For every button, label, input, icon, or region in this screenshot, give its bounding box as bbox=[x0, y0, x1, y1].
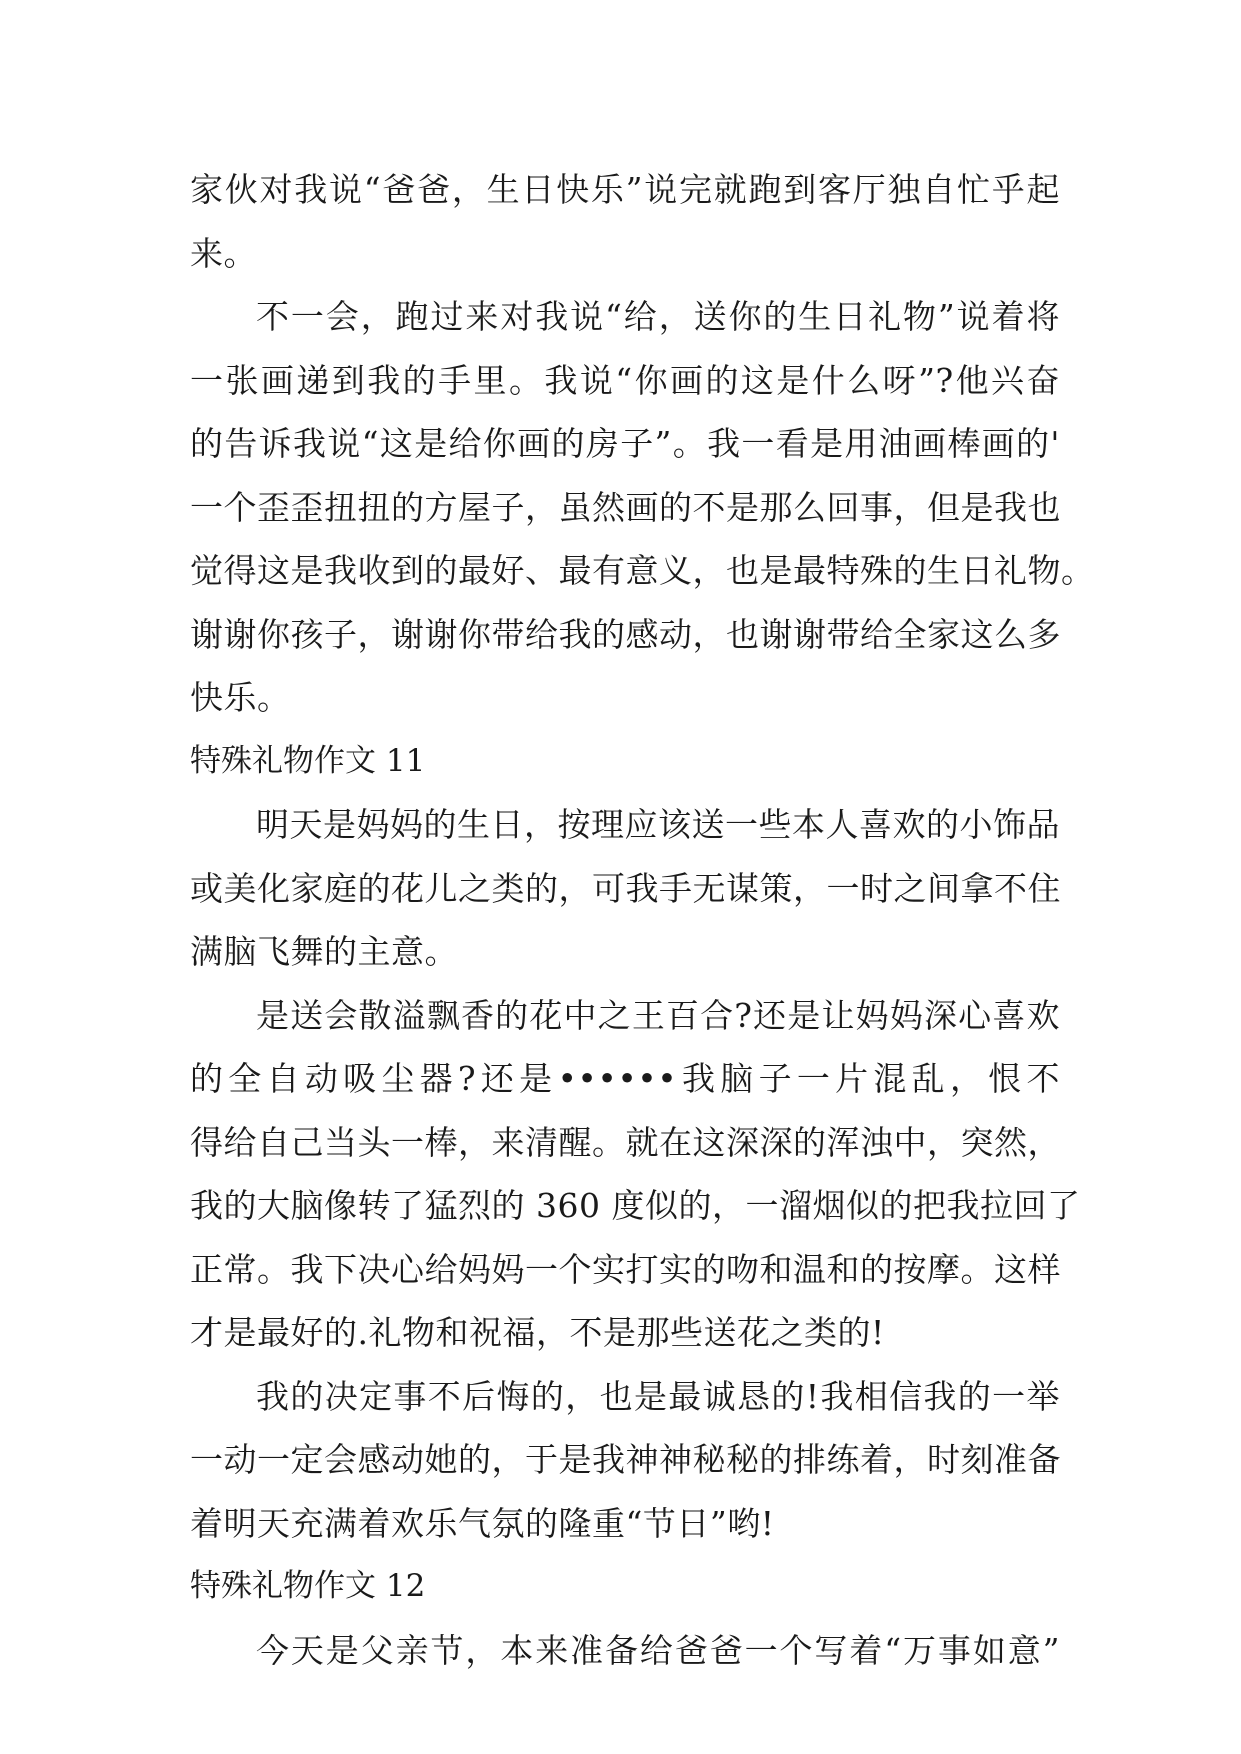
paragraph bbox=[190, 285, 1095, 730]
text-line: 我的决定事不后悔的，也是最诚恳的!我相信我的一举 bbox=[256, 1376, 1060, 1416]
text-line: 一动一定会感动她的，于是我神神秘秘的排练着，时刻准备 bbox=[190, 1440, 1061, 1479]
text-line: 家伙对我说“爸爸，生日快乐”说完就跑到客厅独自忙乎起 bbox=[190, 170, 1060, 209]
section-heading: 特殊礼物作文 11 bbox=[190, 742, 426, 779]
text-line: 得给自己当头一棒，来清醒。就在这深深的浑浊中，突然， bbox=[190, 1122, 1061, 1162]
text-line: 正常。我下决心给妈妈一个实打实的吻和温和的按摩。这样 bbox=[190, 1249, 1061, 1289]
paragraph bbox=[190, 1619, 1060, 1683]
document-body bbox=[190, 158, 1095, 1682]
paragraph bbox=[190, 984, 1081, 1365]
text-line: 一张画递到我的手里。我说“你画的这是什么呀”?他兴奋 bbox=[190, 360, 1060, 400]
text-line: 谢谢你孩子，谢谢你带给我的感动，也谢谢带给全家这么多 bbox=[190, 614, 1061, 654]
text-line: 明天是妈妈的生日，按理应该送一些本人喜欢的小饰品 bbox=[256, 805, 1060, 844]
text-line: 是送会散溢飘香的花中之王百合?还是让妈妈深心喜欢 bbox=[256, 995, 1060, 1035]
text-line: 满脑飞舞的主意。 bbox=[190, 932, 458, 971]
paragraph bbox=[190, 1365, 1060, 1556]
text-line: 或美化家庭的花儿之类的，可我手无谋策，一时之间拿不住 bbox=[190, 868, 1061, 908]
text-line: 快乐。 bbox=[190, 678, 291, 717]
text-line: 来。 bbox=[190, 233, 257, 273]
text-line: 觉得这是我收到的最好、最有意义，也是最特殊的生日礼物。 bbox=[190, 551, 1095, 590]
text-line: 今天是父亲节，本来准备给爸爸一个写着“万事如意” bbox=[256, 1630, 1060, 1670]
text-line: 的告诉我说“这是给你画的房子”。我一看是用油画棒画的' bbox=[190, 424, 1060, 463]
text-line: 不一会，跑过来对我说“给，送你的生日礼物”说着将 bbox=[256, 297, 1060, 336]
paragraph bbox=[190, 158, 1060, 285]
text-line: 才是最好的.礼物和祝福，不是那些送花之类的! bbox=[190, 1313, 885, 1352]
text-line: 我的大脑像转了猛烈的 360 度似的，一溜烟似的把我拉回了 bbox=[190, 1186, 1081, 1225]
text-line: 一个歪歪扭扭的方屋子，虽然画的不是那么回事，但是我也 bbox=[190, 487, 1061, 527]
text-line: 着明天充满着欢乐气氛的隆重“节日”哟! bbox=[190, 1503, 775, 1543]
section-heading: 特殊礼物作文 12 bbox=[190, 1568, 426, 1604]
text-line: 的全自动吸尘器?还是••••••我脑子一片混乱，恨不 bbox=[190, 1059, 1060, 1098]
paragraph bbox=[190, 793, 1060, 984]
